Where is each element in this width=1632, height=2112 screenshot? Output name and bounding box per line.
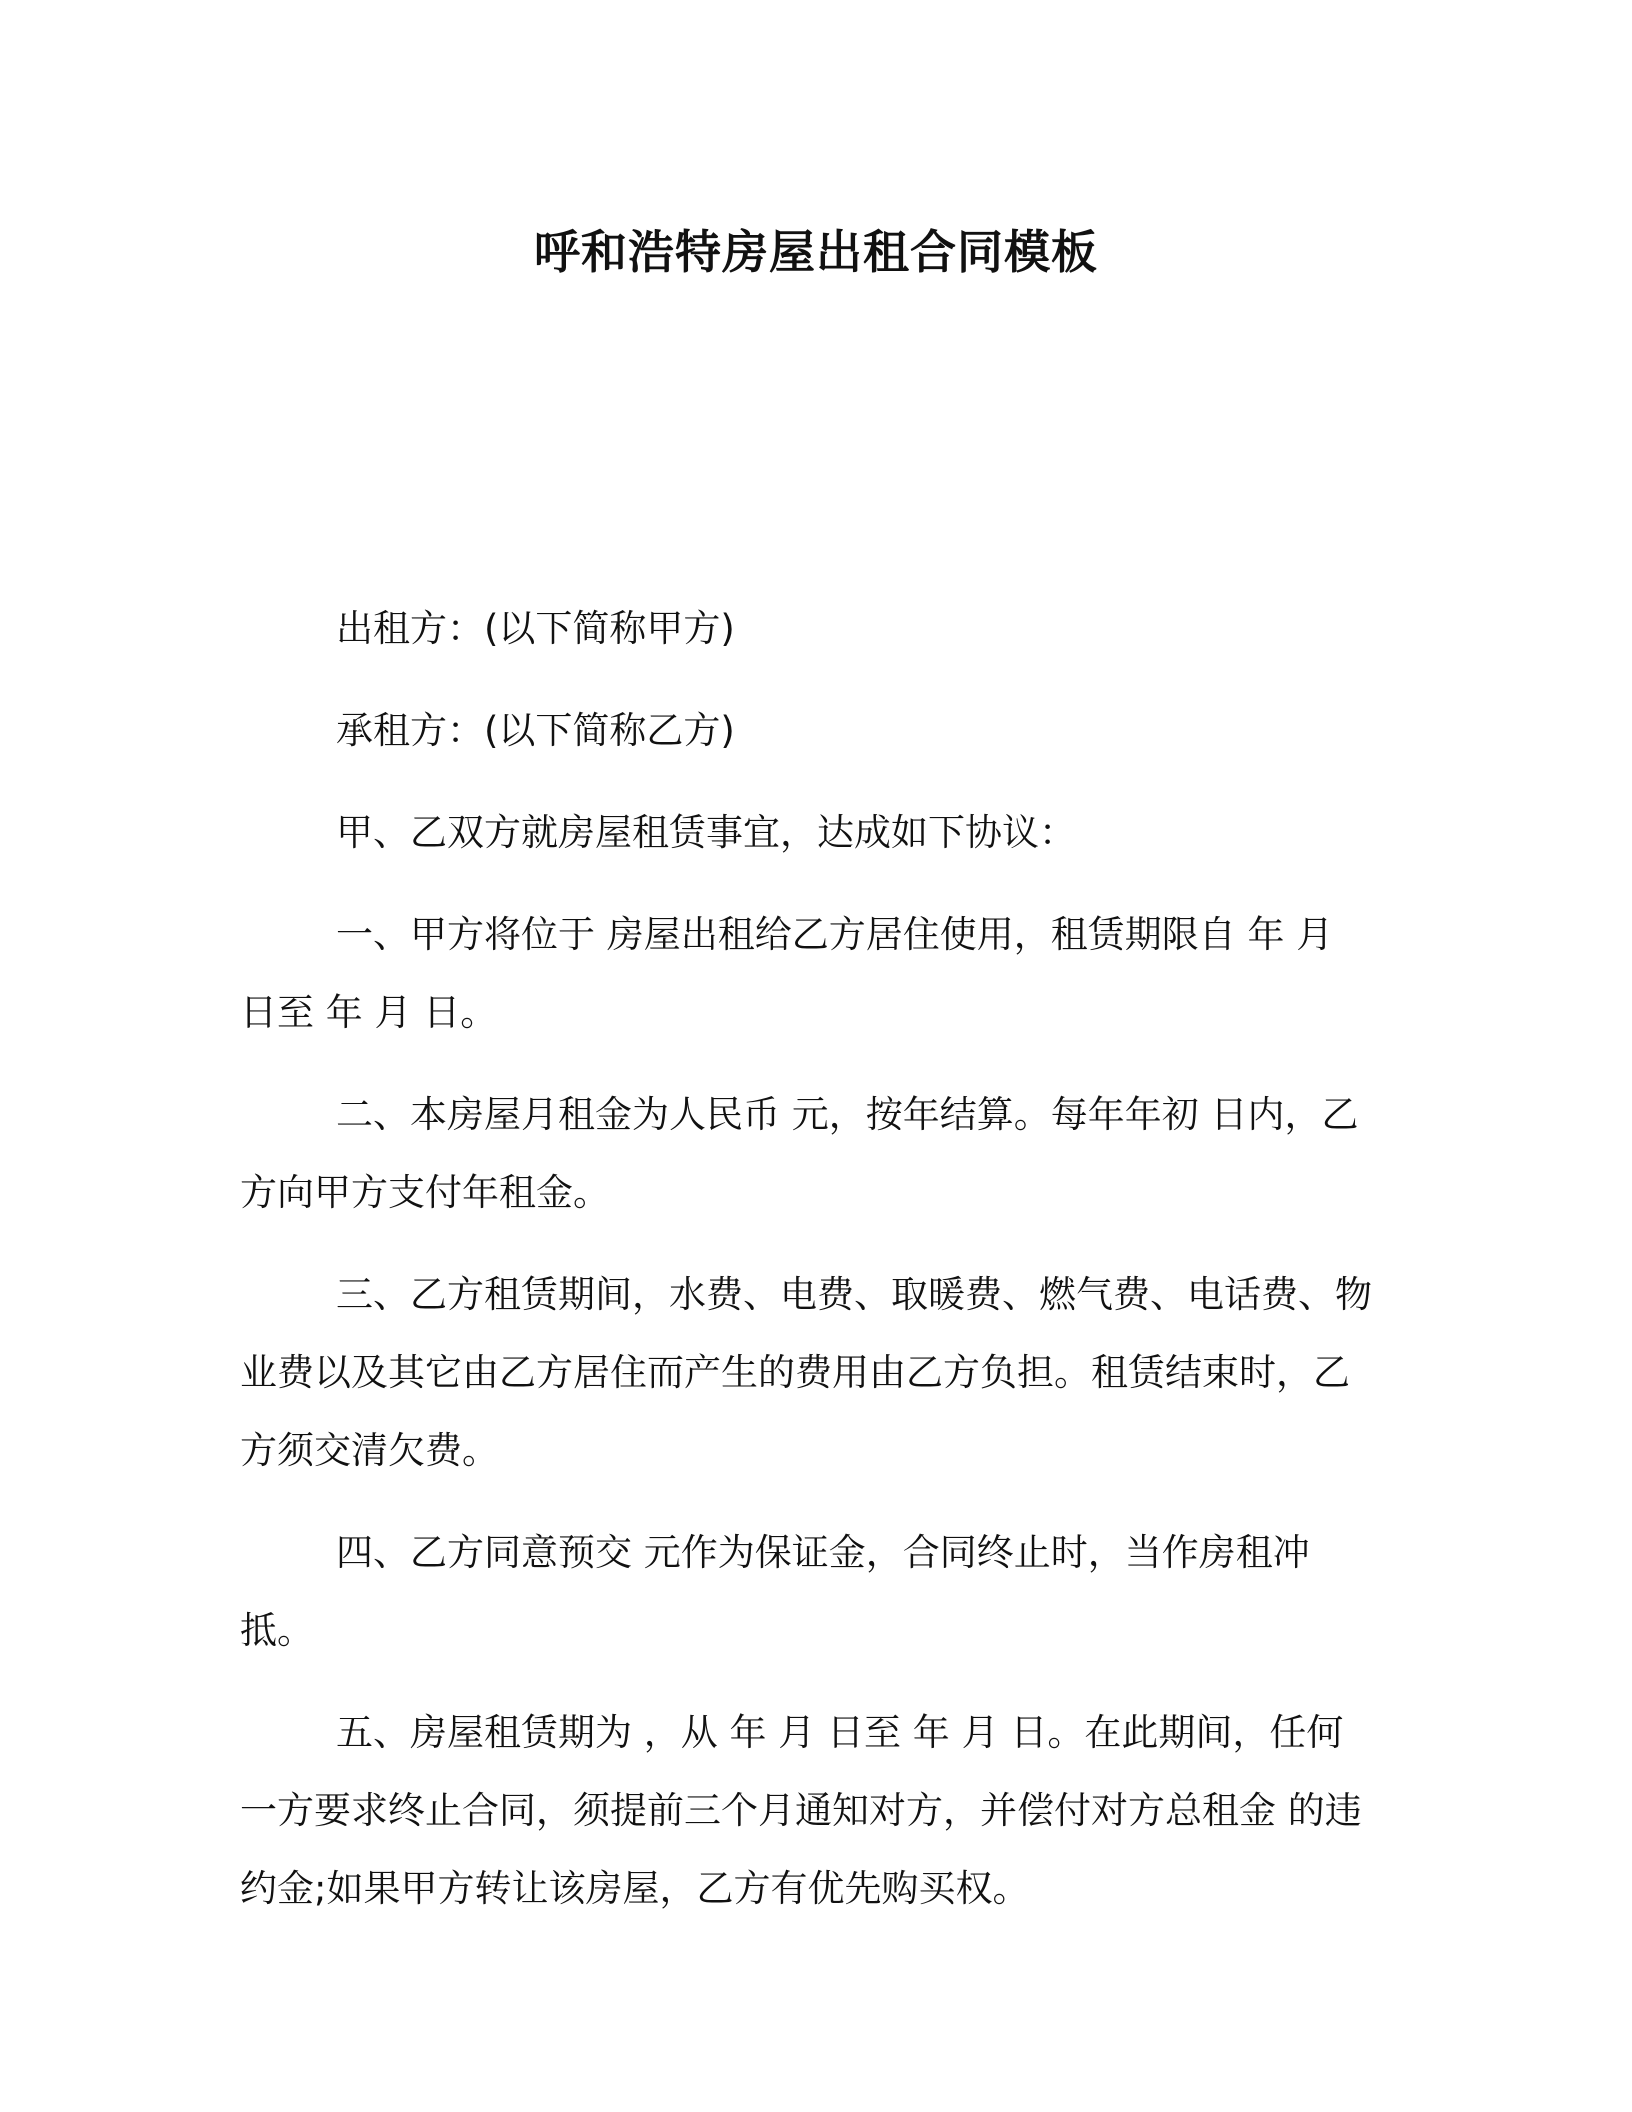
clause-2: 二、本房屋月租金为人民币 元，按年结算。每年年初 日内，乙方向甲方支付年租金。 [240, 1093, 1359, 1214]
agreement-intro: 甲、乙双方就房屋租赁事宜，达成如下协议： [336, 811, 1076, 854]
clause-5: 五、房屋租赁期为 ，从 年 月 日至 年 月 日。在此期间，任何一方要求终止合同，须提前三个月通知对方，并偿付对方总租金 的违约金;如果甲方转让该房屋，乙方有优先购买权。 [240, 1711, 1362, 1910]
lessor-line: 出租方：(以下简称甲方) [336, 607, 735, 650]
clause-3: 三、乙方租赁期间，水费、电费、取暖费、燃气费、电话费、物业费以及其它由乙方居住而产生的费用由乙方负担。租赁结束时，乙方须交清欠费。 [240, 1273, 1372, 1472]
document-body [240, 590, 1380, 1952]
clause-1: 一、甲方将位于 房屋出租给乙方居住使用，租赁期限自 年 月 日至 年 月 日。 [240, 913, 1334, 1034]
lessee-line: 承租方：(以下简称乙方) [336, 709, 735, 752]
document-title: 呼和浩特房屋出租合同模板 [534, 225, 1098, 279]
clause-4: 四、乙方同意预交 元作为保证金，合同终止时，当作房租冲抵。 [240, 1531, 1310, 1652]
